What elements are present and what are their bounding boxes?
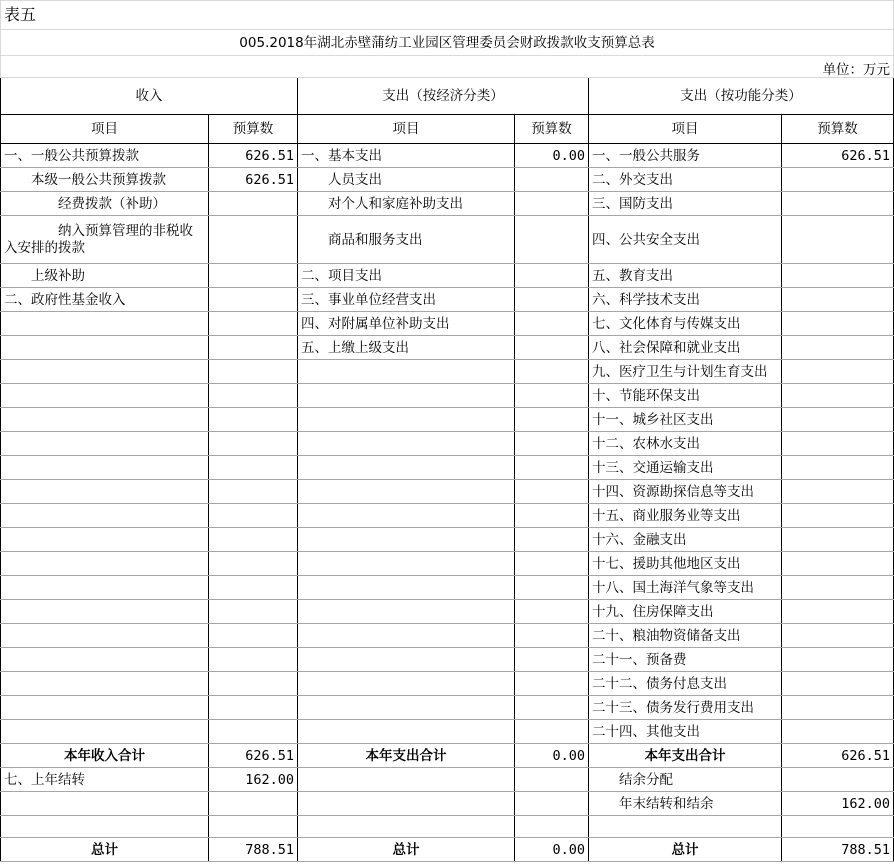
group-header-income[interactable]: 收入 (1, 78, 298, 115)
item-cell[interactable] (298, 504, 515, 528)
amount-cell[interactable] (782, 216, 894, 264)
item-cell[interactable]: 一、基本支出 (298, 144, 515, 168)
item-cell[interactable]: 二十二、债务付息支出 (589, 672, 782, 696)
item-cell[interactable] (298, 360, 515, 384)
table-row (1, 216, 894, 264)
item-cell[interactable]: 年末结转和结余 (589, 792, 782, 816)
table-row (1, 264, 894, 288)
item-cell[interactable] (298, 480, 515, 504)
item-cell[interactable]: 六、科学技术支出 (589, 288, 782, 312)
item-cell[interactable] (1, 408, 209, 432)
amount-cell[interactable] (782, 696, 894, 720)
col-header-item[interactable]: 项目 (1, 115, 209, 144)
item-cell[interactable]: 三、国防支出 (589, 192, 782, 216)
amount-cell[interactable]: 0.00 (515, 838, 589, 862)
amount-cell[interactable] (209, 672, 298, 696)
table-row (1, 768, 894, 792)
item-cell[interactable]: 十九、住房保障支出 (589, 600, 782, 624)
col-header-item[interactable]: 项目 (298, 115, 515, 144)
amount-cell[interactable] (515, 648, 589, 672)
item-cell[interactable] (589, 816, 782, 838)
item-cell[interactable]: 二、政府性基金收入 (1, 288, 209, 312)
amount-cell[interactable] (515, 384, 589, 408)
item-cell[interactable]: 本年收入合计 (1, 744, 209, 768)
amount-cell[interactable] (515, 336, 589, 360)
col-header-amount[interactable]: 预算数 (209, 115, 298, 144)
table-row (1, 288, 894, 312)
table-row (1, 744, 894, 768)
item-cell[interactable]: 十七、援助其他地区支出 (589, 552, 782, 576)
amount-cell[interactable] (782, 408, 894, 432)
item-cell[interactable] (298, 624, 515, 648)
item-cell[interactable]: 人员支出 (298, 168, 515, 192)
item-cell[interactable] (1, 672, 209, 696)
item-cell[interactable]: 五、教育支出 (589, 264, 782, 288)
table-row (1, 720, 894, 744)
amount-cell[interactable] (209, 576, 298, 600)
amount-cell[interactable] (515, 720, 589, 744)
amount-cell[interactable] (515, 600, 589, 624)
amount-cell[interactable] (782, 576, 894, 600)
item-cell[interactable] (1, 336, 209, 360)
item-cell[interactable]: 七、文化体育与传媒支出 (589, 312, 782, 336)
amount-cell[interactable] (209, 288, 298, 312)
table-row (1, 528, 894, 552)
amount-cell[interactable] (209, 648, 298, 672)
item-cell[interactable]: 十三、交通运输支出 (589, 456, 782, 480)
table-row (1, 838, 894, 862)
item-cell[interactable]: 四、对附属单位补助支出 (298, 312, 515, 336)
amount-cell[interactable] (209, 432, 298, 456)
amount-cell[interactable] (782, 672, 894, 696)
table-row (1, 168, 894, 192)
amount-cell[interactable] (782, 504, 894, 528)
amount-cell[interactable] (209, 312, 298, 336)
item-cell[interactable]: 十二、农林水支出 (589, 432, 782, 456)
col-header-amount[interactable]: 预算数 (515, 115, 589, 144)
amount-cell[interactable] (209, 792, 298, 816)
amount-cell[interactable] (515, 408, 589, 432)
item-cell[interactable]: 总计 (1, 838, 209, 862)
table-row (1, 600, 894, 624)
group-header-econ[interactable]: 支出（按经济分类） (298, 78, 589, 115)
item-cell[interactable] (298, 408, 515, 432)
item-cell[interactable] (298, 696, 515, 720)
table-row (1, 384, 894, 408)
amount-cell[interactable] (782, 192, 894, 216)
table-row (1, 360, 894, 384)
item-cell[interactable] (298, 816, 515, 838)
amount-cell[interactable]: 0.00 (515, 144, 589, 168)
item-cell[interactable]: 十、节能环保支出 (589, 384, 782, 408)
amount-cell[interactable]: 162.00 (782, 792, 894, 816)
item-cell[interactable] (1, 552, 209, 576)
item-cell[interactable]: 二、外交支出 (589, 168, 782, 192)
item-cell[interactable]: 二十、粮油物资储备支出 (589, 624, 782, 648)
table-row (1, 792, 894, 816)
item-cell[interactable] (298, 432, 515, 456)
col-header-amount[interactable]: 预算数 (782, 115, 894, 144)
amount-cell[interactable] (515, 816, 589, 838)
amount-cell[interactable]: 0.00 (515, 744, 589, 768)
amount-cell[interactable] (782, 624, 894, 648)
item-cell[interactable]: 结余分配 (589, 768, 782, 792)
amount-cell[interactable] (782, 456, 894, 480)
amount-cell[interactable] (782, 168, 894, 192)
table-row (1, 336, 894, 360)
amount-cell[interactable] (209, 552, 298, 576)
item-cell[interactable] (1, 720, 209, 744)
item-cell[interactable]: 七、上年结转 (1, 768, 209, 792)
amount-cell[interactable] (209, 192, 298, 216)
table-row (1, 192, 894, 216)
item-cell[interactable]: 十五、商业服务业等支出 (589, 504, 782, 528)
amount-cell[interactable] (209, 816, 298, 838)
amount-cell[interactable] (515, 312, 589, 336)
table-row (1, 552, 894, 576)
amount-cell[interactable] (782, 312, 894, 336)
table-row (1, 576, 894, 600)
item-cell[interactable] (1, 312, 209, 336)
amount-cell[interactable] (209, 720, 298, 744)
amount-cell[interactable] (782, 480, 894, 504)
item-cell[interactable] (1, 624, 209, 648)
amount-cell[interactable]: 626.51 (209, 744, 298, 768)
amount-cell[interactable] (782, 528, 894, 552)
item-cell[interactable] (1, 504, 209, 528)
table-row (1, 144, 894, 168)
item-cell[interactable]: 一、一般公共服务 (589, 144, 782, 168)
item-cell[interactable]: 商品和服务支出 (298, 216, 515, 264)
amount-cell[interactable] (782, 648, 894, 672)
item-cell[interactable]: 十四、资源勘探信息等支出 (589, 480, 782, 504)
item-cell[interactable] (1, 648, 209, 672)
amount-cell[interactable] (515, 216, 589, 264)
amount-cell[interactable] (209, 624, 298, 648)
item-cell[interactable] (1, 360, 209, 384)
amount-cell[interactable] (515, 288, 589, 312)
amount-cell[interactable] (209, 408, 298, 432)
item-cell[interactable] (298, 456, 515, 480)
amount-cell[interactable] (515, 360, 589, 384)
amount-cell[interactable] (782, 720, 894, 744)
amount-cell[interactable] (515, 432, 589, 456)
item-cell[interactable] (1, 816, 209, 838)
item-cell[interactable]: 十八、国土海洋气象等支出 (589, 576, 782, 600)
item-cell[interactable]: 上级补助 (1, 264, 209, 288)
amount-cell[interactable] (782, 600, 894, 624)
item-cell[interactable] (298, 576, 515, 600)
amount-cell[interactable] (515, 792, 589, 816)
amount-cell[interactable] (782, 768, 894, 792)
amount-cell[interactable] (515, 768, 589, 792)
amount-cell[interactable] (515, 456, 589, 480)
item-cell[interactable]: 九、医疗卫生与计划生育支出 (589, 360, 782, 384)
item-cell[interactable]: 二、项目支出 (298, 264, 515, 288)
amount-cell[interactable] (515, 696, 589, 720)
table-row (1, 648, 894, 672)
item-cell[interactable] (1, 600, 209, 624)
item-cell[interactable] (298, 720, 515, 744)
item-cell[interactable] (1, 696, 209, 720)
amount-cell[interactable] (515, 672, 589, 696)
item-cell[interactable]: 总计 (589, 838, 782, 862)
amount-cell[interactable] (209, 360, 298, 384)
amount-cell[interactable] (782, 288, 894, 312)
item-cell[interactable] (1, 792, 209, 816)
item-cell[interactable] (298, 528, 515, 552)
item-cell[interactable]: 二十一、预备费 (589, 648, 782, 672)
item-cell[interactable]: 十六、金融支出 (589, 528, 782, 552)
amount-cell[interactable] (515, 264, 589, 288)
table-row (1, 480, 894, 504)
amount-cell[interactable] (209, 336, 298, 360)
item-cell[interactable]: 本年支出合计 (589, 744, 782, 768)
amount-cell[interactable] (782, 360, 894, 384)
item-cell[interactable]: 八、社会保障和就业支出 (589, 336, 782, 360)
amount-cell[interactable] (209, 384, 298, 408)
amount-cell[interactable]: 162.00 (209, 768, 298, 792)
table-row (1, 816, 894, 838)
item-cell[interactable] (1, 576, 209, 600)
table-row (1, 456, 894, 480)
amount-cell[interactable] (209, 528, 298, 552)
amount-cell[interactable] (209, 456, 298, 480)
amount-cell[interactable]: 626.51 (782, 144, 894, 168)
table-row (1, 312, 894, 336)
amount-cell[interactable] (209, 264, 298, 288)
amount-cell[interactable] (515, 552, 589, 576)
item-cell[interactable] (298, 552, 515, 576)
amount-cell[interactable] (209, 480, 298, 504)
sheet-label[interactable]: 表五 (1, 1, 894, 30)
amount-cell[interactable] (782, 336, 894, 360)
item-cell[interactable] (298, 600, 515, 624)
amount-cell[interactable] (515, 168, 589, 192)
item-cell[interactable]: 经费拨款（补助） (1, 192, 209, 216)
item-cell[interactable] (298, 768, 515, 792)
amount-cell[interactable] (209, 504, 298, 528)
table-row (1, 408, 894, 432)
amount-cell[interactable] (515, 480, 589, 504)
amount-cell[interactable] (782, 264, 894, 288)
item-cell[interactable]: 四、公共安全支出 (589, 216, 782, 264)
amount-cell[interactable]: 788.51 (209, 838, 298, 862)
amount-cell[interactable] (782, 432, 894, 456)
amount-cell[interactable] (515, 192, 589, 216)
item-cell[interactable]: 本级一般公共预算拨款 (1, 168, 209, 192)
item-cell[interactable] (1, 432, 209, 456)
item-cell[interactable] (1, 384, 209, 408)
item-cell[interactable]: 纳入预算管理的非税收入安排的拨款 (1, 216, 209, 264)
item-cell[interactable] (1, 456, 209, 480)
amount-cell[interactable] (515, 576, 589, 600)
table-row (1, 432, 894, 456)
item-cell[interactable]: 对个人和家庭补助支出 (298, 192, 515, 216)
item-cell[interactable] (1, 480, 209, 504)
amount-cell[interactable] (782, 552, 894, 576)
item-cell[interactable] (298, 384, 515, 408)
amount-cell[interactable] (782, 384, 894, 408)
item-cell[interactable] (298, 792, 515, 816)
amount-cell[interactable] (515, 528, 589, 552)
amount-cell[interactable]: 626.51 (209, 144, 298, 168)
page-title[interactable]: 005.2018年湖北赤壁蒲纺工业园区管理委员会财政拨款收支预算总表 (1, 30, 894, 56)
amount-cell[interactable] (515, 504, 589, 528)
group-header-func[interactable]: 支出（按功能分类） (589, 78, 894, 115)
item-cell[interactable]: 二十四、其他支出 (589, 720, 782, 744)
item-cell[interactable] (298, 672, 515, 696)
item-cell[interactable] (1, 528, 209, 552)
item-cell[interactable]: 三、事业单位经营支出 (298, 288, 515, 312)
table-row (1, 504, 894, 528)
item-cell[interactable]: 本年支出合计 (298, 744, 515, 768)
amount-cell[interactable] (209, 696, 298, 720)
table-row (1, 696, 894, 720)
item-cell[interactable]: 五、上缴上级支出 (298, 336, 515, 360)
col-header-item[interactable]: 项目 (589, 115, 782, 144)
item-cell[interactable] (298, 648, 515, 672)
item-cell[interactable]: 十一、城乡社区支出 (589, 408, 782, 432)
table-row (1, 624, 894, 648)
item-cell[interactable]: 一、一般公共预算拨款 (1, 144, 209, 168)
item-cell[interactable]: 总计 (298, 838, 515, 862)
amount-cell[interactable] (515, 624, 589, 648)
unit-label[interactable]: 单位：万元 (1, 56, 894, 78)
amount-cell[interactable] (209, 216, 298, 264)
table-row (1, 672, 894, 696)
amount-cell[interactable] (782, 816, 894, 838)
item-cell[interactable]: 二十三、债务发行费用支出 (589, 696, 782, 720)
amount-cell[interactable] (209, 600, 298, 624)
amount-cell[interactable]: 788.51 (782, 838, 894, 862)
amount-cell[interactable]: 626.51 (209, 168, 298, 192)
amount-cell[interactable]: 626.51 (782, 744, 894, 768)
